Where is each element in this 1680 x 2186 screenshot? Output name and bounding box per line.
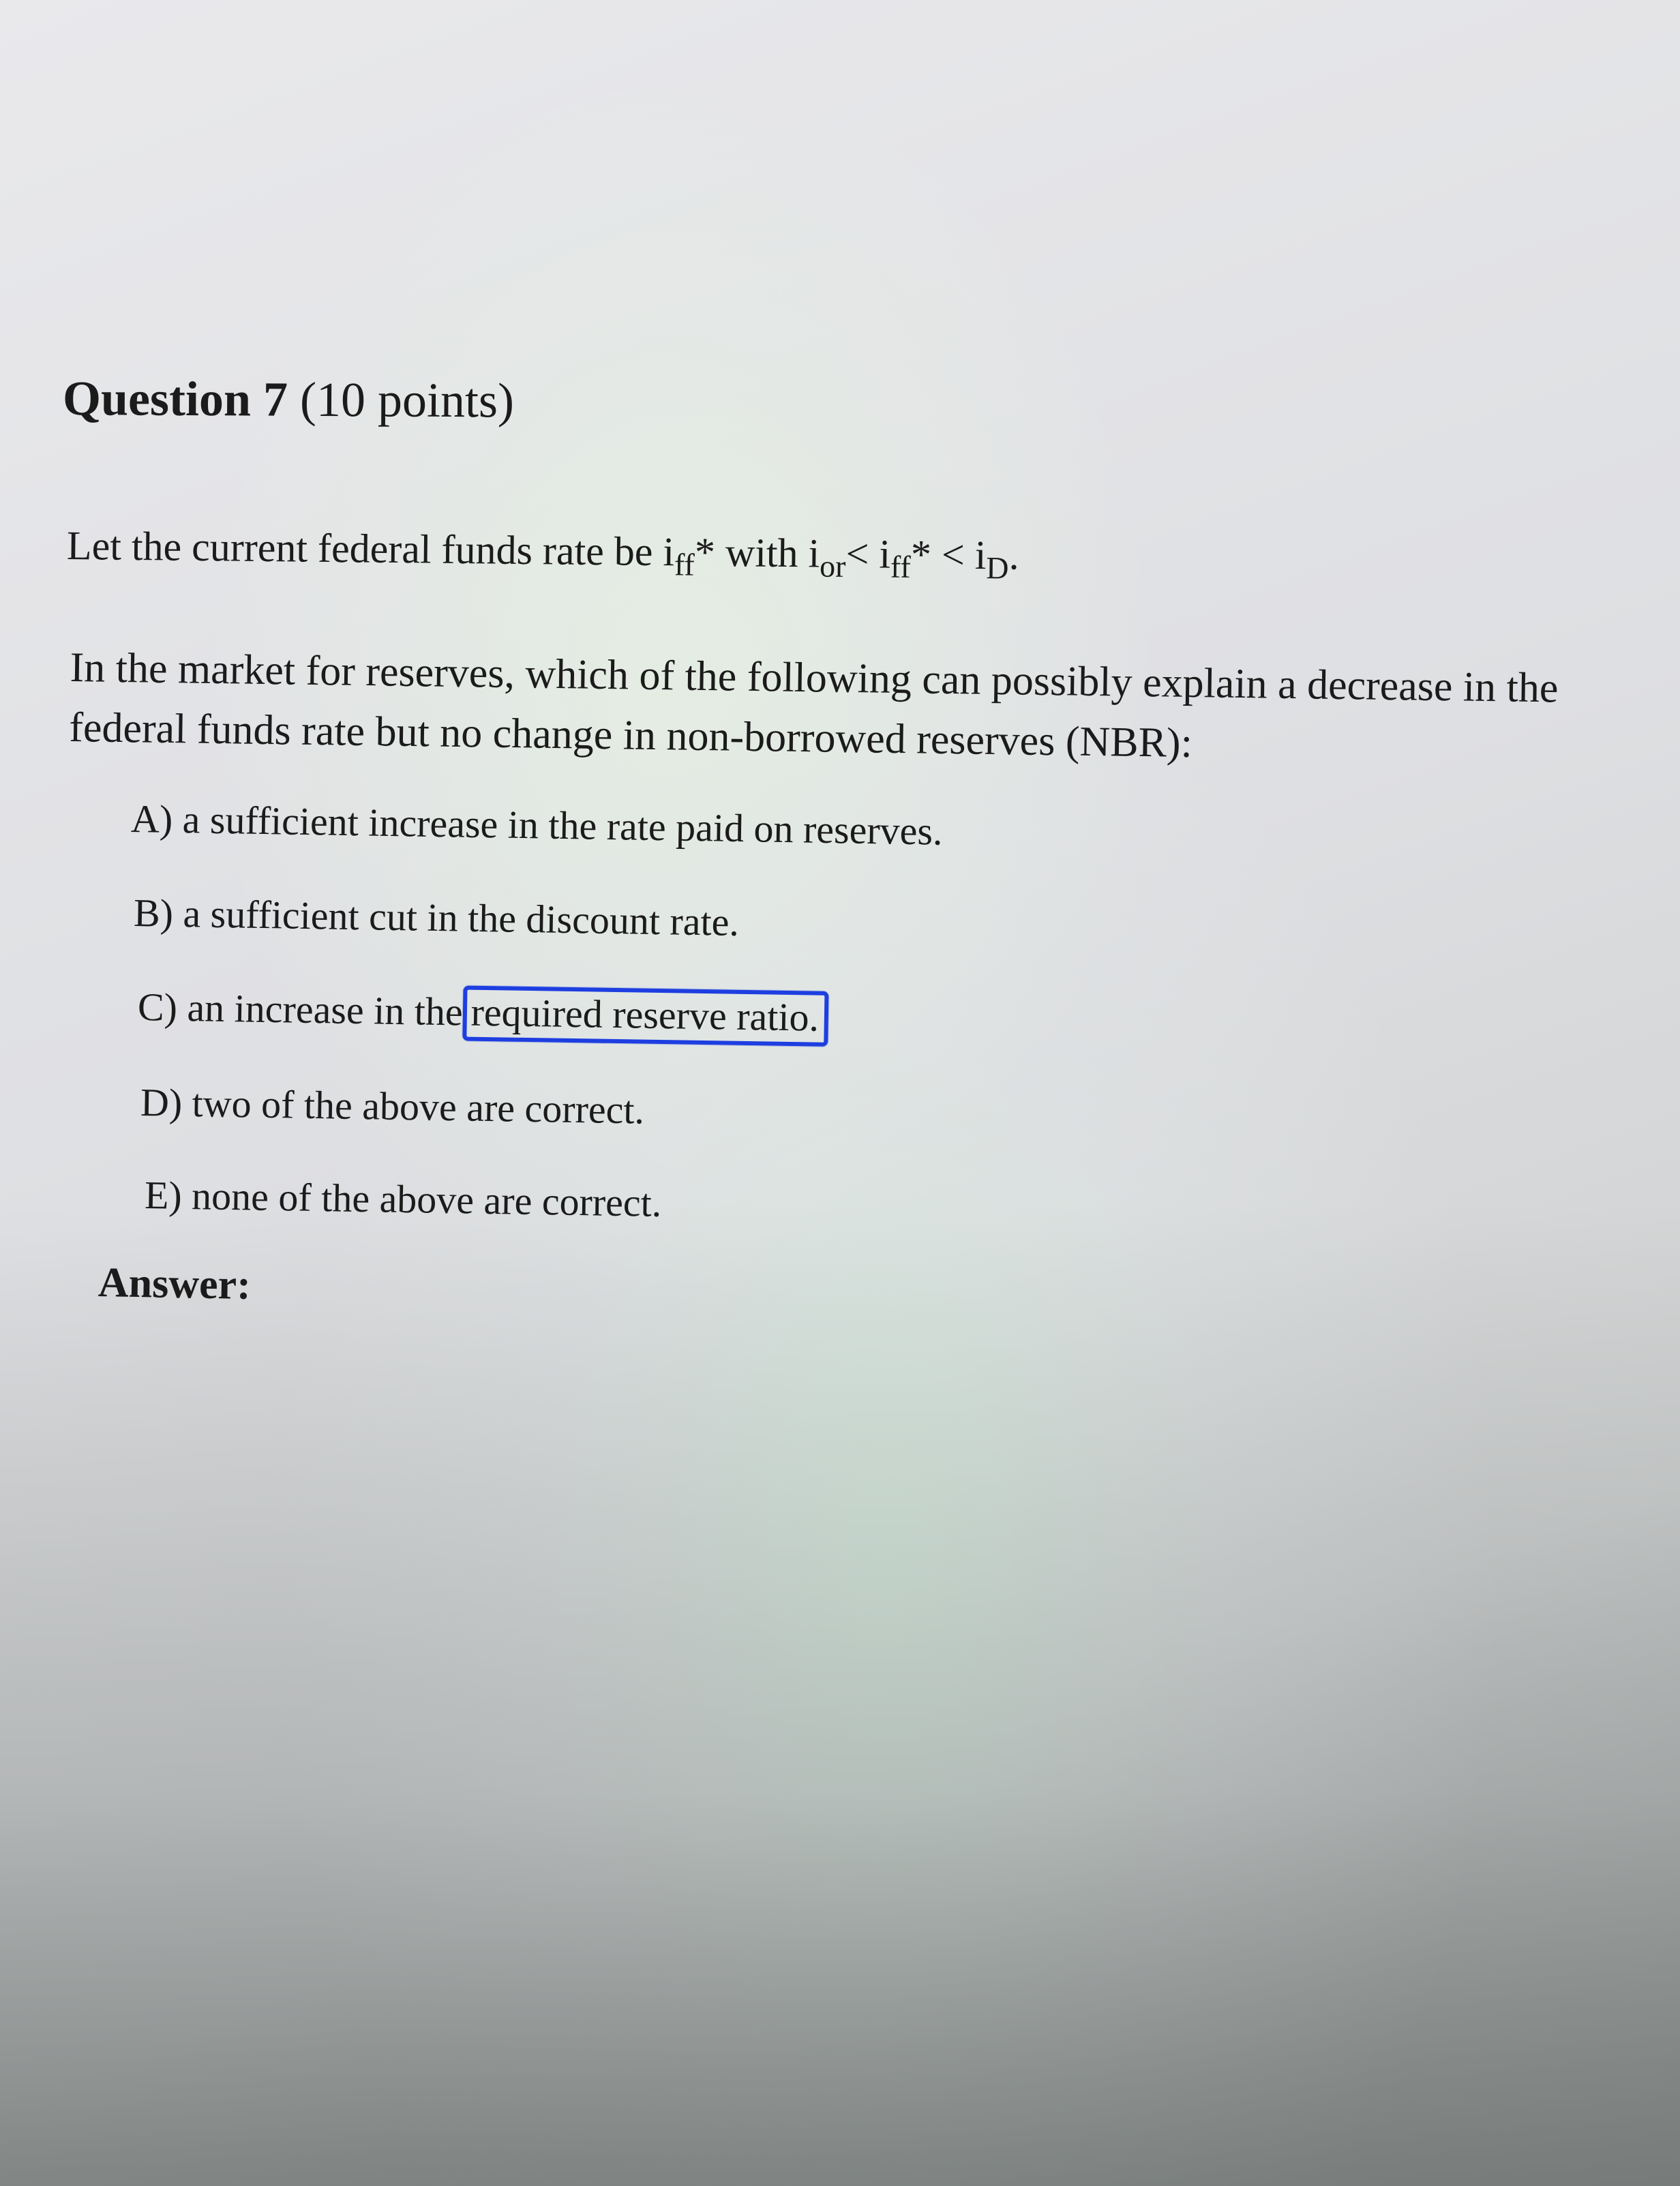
- stem-lead: Let the current federal funds rate be i: [66, 523, 675, 575]
- option-c[interactable]: [138, 987, 829, 1038]
- option-e[interactable]: E) none of the above are correct.: [144, 1173, 662, 1225]
- stem-sub-ff: ff: [674, 547, 695, 582]
- question-heading: [62, 371, 515, 428]
- stem-end: .: [1008, 533, 1020, 578]
- stem-sub-d: D: [986, 550, 1009, 586]
- answer-label: Answer:: [97, 1259, 252, 1308]
- stem-star-with: * with i: [694, 529, 820, 576]
- stem-star-lt: * < i: [910, 531, 987, 578]
- option-c-prefix: C) an increase in the: [137, 985, 464, 1034]
- question-stem: [66, 523, 1020, 586]
- question-points: (10 points): [299, 372, 515, 428]
- option-d[interactable]: D) two of the above are correct.: [140, 1080, 645, 1133]
- stem-lt: < i: [845, 530, 891, 577]
- text-selection-highlight[interactable]: required reserve ratio.: [462, 985, 829, 1046]
- question-prompt: In the market for reserves, which of the following can possibly explain a decrease in the federal funds rate but no change in non-borrowed reserves (NBR):: [68, 644, 1559, 766]
- question-number: Question 7: [62, 371, 288, 427]
- option-a[interactable]: A) a sufficient increase in the rate paid on reserves.: [130, 796, 944, 854]
- stem-sub-or: or: [819, 548, 846, 584]
- option-b[interactable]: B) a sufficient cut in the discount rate.: [133, 890, 740, 944]
- stem-sub-ff2: ff: [890, 549, 912, 584]
